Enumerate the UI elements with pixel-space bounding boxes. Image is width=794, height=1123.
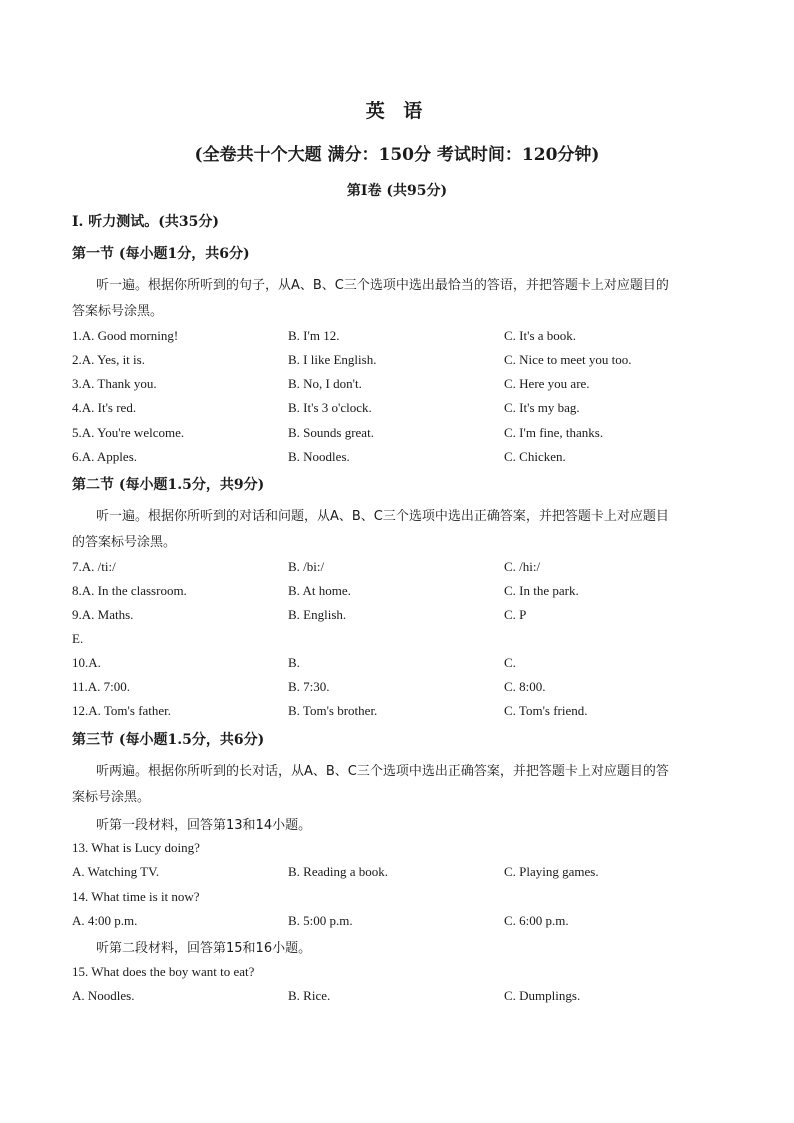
- option-a: A. Watching TV.: [72, 864, 160, 879]
- option-c: C. It's my bag.: [504, 400, 580, 415]
- wrapped-text: E.: [72, 631, 84, 646]
- option-c: C. I'm fine, thanks.: [504, 425, 604, 440]
- option-a: A. Noodles.: [72, 988, 135, 1003]
- option-c: C. Playing games.: [504, 864, 599, 879]
- option-b: B. English.: [288, 607, 347, 622]
- question-row: [72, 607, 732, 625]
- option-b: B. I'm 12.: [288, 328, 340, 343]
- option-b: B. 5:00 p.m.: [288, 913, 353, 928]
- material-2-note: 听第二段材料，回答第15和16小题。: [96, 941, 312, 956]
- option-a: 5.A. You're welcome.: [72, 425, 185, 440]
- option-a: A. 4:00 p.m.: [72, 913, 138, 928]
- question-row: [72, 425, 732, 443]
- option-a: 9.A. Maths.: [72, 607, 134, 622]
- question-row: [72, 655, 732, 673]
- material-1-note: 听第一段材料，回答第13和14小题。: [96, 818, 312, 833]
- option-a: 12.A. Tom's father.: [72, 703, 172, 718]
- option-b: B. Reading a book.: [288, 864, 389, 879]
- option-a: 4.A. It's red.: [72, 400, 137, 415]
- option-c: C.: [504, 655, 516, 670]
- section1-heading: 第一节 (每小题1分，共6分): [72, 246, 250, 262]
- exam-title: 英 语: [365, 100, 429, 122]
- section1-instruction-cont: 答案标号涂黑。: [72, 304, 164, 319]
- option-a: 8.A. In the classroom.: [72, 583, 187, 598]
- option-b: B. Noodles.: [288, 449, 350, 464]
- option-c: C. Chicken.: [504, 449, 566, 464]
- question-row: [72, 449, 732, 467]
- option-c: C. In the park.: [504, 583, 579, 598]
- option-b: B. 7:30.: [288, 679, 330, 694]
- option-b: B. /bi:/: [288, 559, 325, 574]
- option-a: 6.A. Apples.: [72, 449, 137, 464]
- question-row: [72, 583, 732, 601]
- option-a: 1.A. Good morning!: [72, 328, 179, 343]
- option-b: B. No, I don't.: [288, 376, 362, 391]
- option-b: B. It's 3 o'clock.: [288, 400, 372, 415]
- exam-subtitle: (全卷共十个大题 满分：150分 考试时间：120分钟): [194, 145, 600, 165]
- part1-heading: Ⅰ. 听力测试。(共35分): [72, 214, 220, 230]
- question-row: [72, 376, 732, 394]
- option-a: 7.A. /ti:/: [72, 559, 116, 574]
- option-b: B. At home.: [288, 583, 351, 598]
- question-row: [72, 703, 732, 721]
- option-b: B. I like English.: [288, 352, 377, 367]
- question-row: [72, 400, 732, 418]
- option-b: B. Rice.: [288, 988, 331, 1003]
- section2-heading: 第二节 (每小题1.5分，共9分): [72, 477, 265, 493]
- option-c: C. 8:00.: [504, 679, 546, 694]
- option-c: C. Dumplings.: [504, 988, 581, 1003]
- question-row: [72, 679, 732, 697]
- section2-instruction: 听一遍。根据你所听到的对话和问题，从A、B、C三个选项中选出正确答案，并把答题卡上对应题目: [96, 509, 669, 524]
- question-14: 14. What time is it now?: [72, 889, 200, 904]
- volume-heading: 第Ⅰ卷 (共95分): [346, 183, 448, 199]
- question-row: [72, 559, 732, 577]
- option-b: B. Sounds great.: [288, 425, 374, 440]
- section3-heading: 第三节 (每小题1.5分，共6分): [72, 732, 265, 748]
- option-a: 10.A.: [72, 655, 101, 670]
- option-a: 11.A. 7:00.: [72, 679, 131, 694]
- option-c: C. Tom's friend.: [504, 703, 588, 718]
- question-row: [72, 352, 732, 370]
- section1-instruction: 听一遍。根据你所听到的句子，从A、B、C三个选项中选出最恰当的答语，并把答题卡上对应题目的: [96, 278, 669, 293]
- option-c: C. P: [504, 607, 527, 622]
- option-a: 2.A. Yes, it is.: [72, 352, 145, 367]
- option-c: C. Here you are.: [504, 376, 590, 391]
- question-15: 15. What does the boy want to eat?: [72, 964, 255, 979]
- option-c: C. 6:00 p.m.: [504, 913, 569, 928]
- question-row: [72, 988, 732, 1006]
- option-a: 3.A. Thank you.: [72, 376, 157, 391]
- question-row: [72, 328, 732, 346]
- option-c: C. It's a book.: [504, 328, 577, 343]
- question-row: [72, 864, 732, 882]
- option-b: B. Tom's brother.: [288, 703, 378, 718]
- option-b: B.: [288, 655, 300, 670]
- option-c: C. Nice to meet you too.: [504, 352, 632, 367]
- question-row: [72, 913, 732, 931]
- section3-instruction-cont: 案标号涂黑。: [72, 790, 151, 805]
- option-c: C. /hi:/: [504, 559, 541, 574]
- section2-instruction-cont: 的答案标号涂黑。: [72, 535, 177, 550]
- section3-instruction: 听两遍。根据你所听到的长对话，从A、B、C三个选项中选出正确答案，并把答题卡上对应题目的答: [96, 764, 669, 779]
- question-13: 13. What is Lucy doing?: [72, 840, 200, 855]
